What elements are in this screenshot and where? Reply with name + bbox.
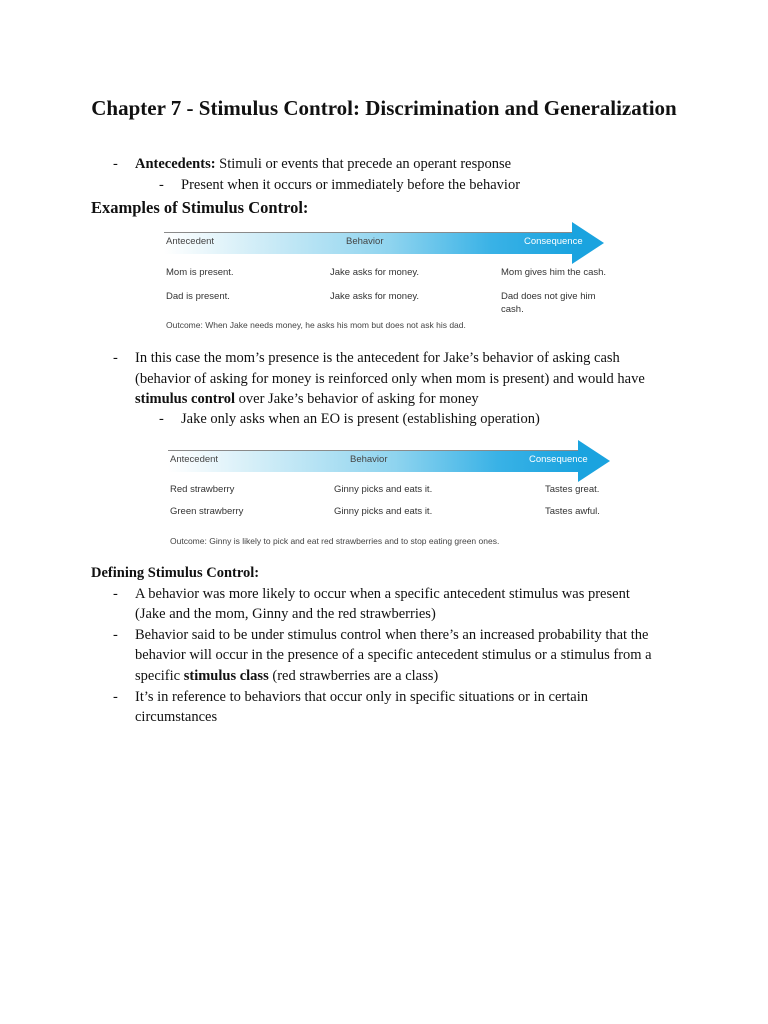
antecedents-text: Stimuli or events that precede an operant response: [215, 156, 512, 172]
bullet-line: (Jake and the mom, Ginny and the red strawberries): [135, 606, 436, 622]
antecedents-definition: [135, 154, 511, 174]
cell-behavior: Ginny picks and eats it.: [334, 506, 433, 517]
paragraph-line: [135, 389, 479, 409]
cell-behavior: Jake asks for money.: [330, 267, 420, 278]
stimulus-class-term: stimulus class: [183, 668, 269, 684]
paragraph-line: In this case the mom’s presence is the antecedent for Jake’s behavior of asking cash: [135, 350, 620, 366]
cell-antecedent: Green strawberry: [170, 506, 244, 517]
bullet-line: behavior will occur in the presence of a specific antecedent stimulus or a stimulus from a: [135, 647, 652, 663]
paragraph-line: (behavior of asking for money is reinforced only when mom is present) and would have: [135, 371, 645, 387]
paragraph-sub: Jake only asks when an EO is present (establishing operation): [181, 411, 540, 427]
bullet-line: It’s in reference to behaviors that occur only in specific situations or in certain: [135, 689, 588, 705]
stimulus-control-term: stimulus control: [135, 391, 236, 407]
figure-ginny: [168, 440, 614, 552]
cell-consequence: Tastes great.: [545, 484, 600, 495]
defining-heading: Defining Stimulus Control:: [91, 565, 260, 581]
figure-outcome: Outcome: Ginny is likely to pick and eat red strawberries and to stop eating green ones.: [170, 536, 500, 546]
bullet-dash: -: [113, 156, 118, 172]
cell-antecedent: Dad is present.: [166, 291, 230, 302]
cell-behavior: Jake asks for money.: [330, 291, 420, 302]
bullet-line: Behavior said to be under stimulus control when there’s an increased probability that the: [135, 627, 649, 643]
header-behavior: Behavior: [346, 236, 384, 247]
figure-jake: [164, 222, 610, 334]
cell-consequence: Mom gives him the cash.: [501, 267, 607, 278]
header-behavior: Behavior: [350, 454, 388, 465]
cell-antecedent: Red strawberry: [170, 484, 235, 495]
bullet-dash: -: [159, 411, 164, 427]
bullet-line: circumstances: [135, 709, 218, 725]
page-title: Chapter 7 - Stimulus Control: Discrimination and Generalization: [91, 96, 677, 120]
antecedents-sub: Present when it occurs or immediately before the behavior: [181, 177, 521, 193]
bullet-dash: -: [113, 689, 118, 705]
header-antecedent: Antecedent: [166, 236, 215, 247]
bullet-dash: -: [113, 627, 118, 643]
bullet-line: [135, 666, 438, 686]
header-consequence: Consequence: [524, 236, 583, 247]
bullet-dash: -: [159, 177, 164, 193]
bullet-text: specific: [135, 668, 184, 684]
cell-antecedent: Mom is present.: [166, 267, 234, 278]
bullet-dash: -: [113, 586, 118, 602]
header-antecedent: Antecedent: [170, 454, 219, 465]
antecedents-term: Antecedents:: [135, 156, 216, 172]
figure-outcome: Outcome: When Jake needs money, he asks his mom but does not ask his dad.: [166, 320, 466, 330]
bullet-dash: -: [113, 350, 118, 366]
paragraph-text: over Jake’s behavior of asking for money: [235, 391, 479, 407]
cell-behavior: Ginny picks and eats it.: [334, 484, 433, 495]
cell-consequence: Dad does not give him cash.: [501, 291, 596, 315]
bullet-line: A behavior was more likely to occur when a specific antecedent stimulus was present: [135, 586, 630, 602]
cell-consequence: Tastes awful.: [545, 506, 600, 517]
examples-heading: Examples of Stimulus Control:: [91, 198, 309, 217]
bullet-text: (red strawberries are a class): [268, 668, 439, 684]
header-consequence: Consequence: [529, 454, 588, 465]
